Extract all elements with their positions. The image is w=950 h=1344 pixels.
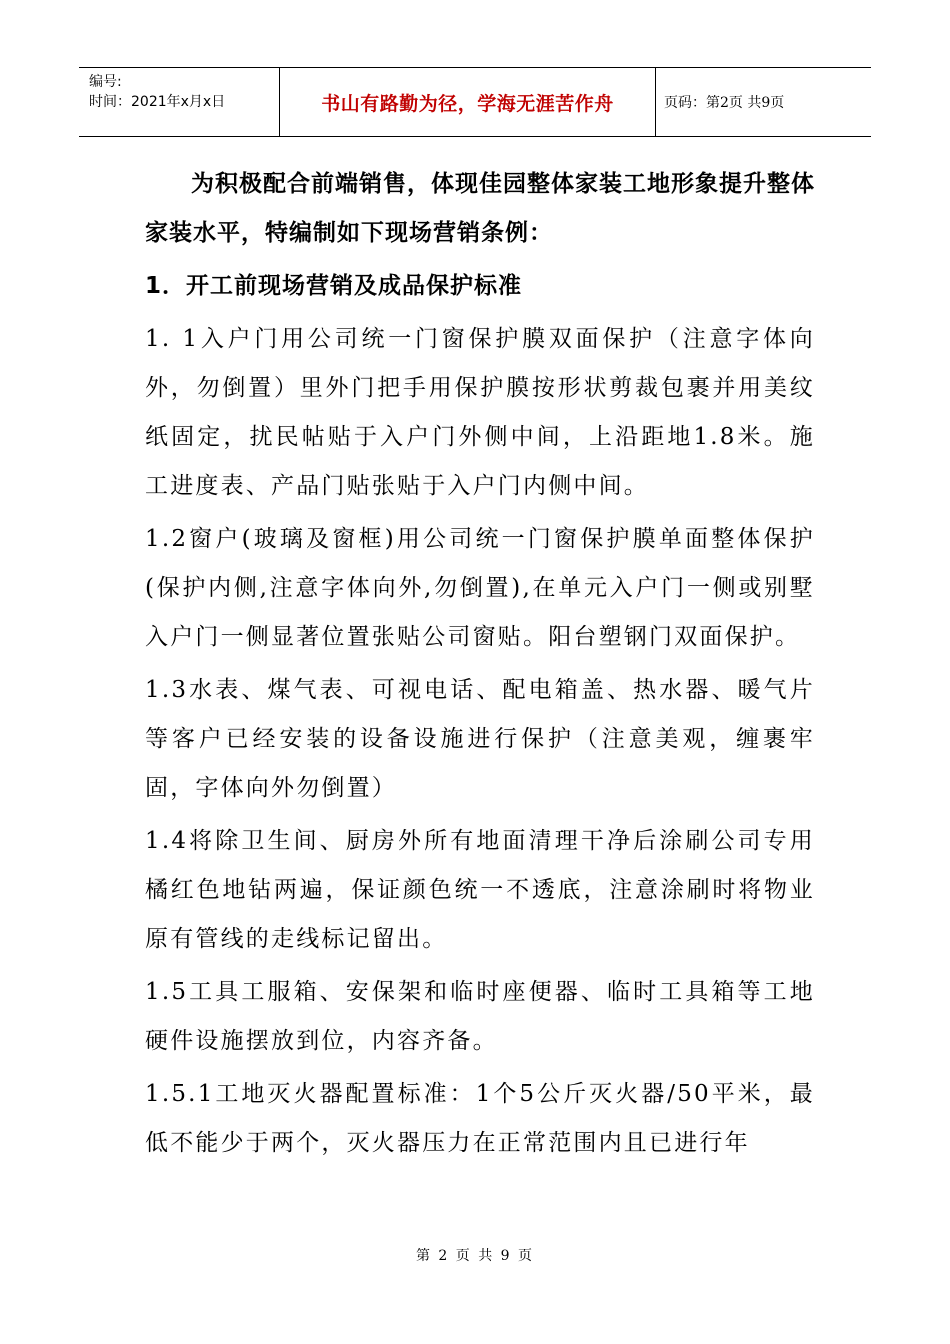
paragraph-1-5-1: 1.5.1工地灭火器配置标准：1个5公斤灭火器/50平米，最低不能少于两个，灭火器压力在正常范围内且已进行年 — [145, 1081, 815, 1156]
paragraph-1-3: 1.3水表、煤气表、可视电话、配电箱盖、热水器、暖气片等客户已经安装的设备设施进行保护（注意美观，缠裹牢固，字体向外勿倒置） — [145, 677, 815, 801]
section-heading: 1．开工前现场营销及成品保护标准 — [145, 273, 523, 299]
document-number-label: 编号: — [89, 74, 122, 90]
page-footer: 第 2 页 共 9 页 — [415, 1248, 535, 1264]
paragraph-1-4: 1.4将除卫生间、厨房外所有地面清理干净后涂刷公司专用橘红色地钻两遍，保证颜色统一不透底，注意涂刷时将物业原有管线的走线标记留出。 — [145, 828, 815, 952]
intro-paragraph: 为积极配合前端销售，体现佳园整体家装工地形象提升整体家装水平，特编制如下现场营销条例： — [145, 171, 815, 246]
document-time: 时间：2021年x月x日 — [89, 94, 226, 110]
header-page-info: 页码：第2页 共9页 — [664, 95, 785, 111]
header-motto: 书山有路勤为径，学海无涯苦作舟 — [280, 68, 656, 136]
document-body — [145, 160, 815, 1172]
paragraph-1-5: 1.5工具工服箱、安保架和临时座便器、临时工具箱等工地硬件设施摆放到位，内容齐备。 — [145, 979, 815, 1054]
paragraph-1-1: 1. 1入户门用公司统一门窗保护膜双面保护（注意字体向外，勿倒置）里外门把手用保护膜按形状剪裁包裹并用美纹纸固定，扰民帖贴于入户门外侧中间，上沿距地1.8米。施工进度表、产品门贴张贴于入户门内侧中间。 — [145, 326, 815, 499]
header-meta — [79, 68, 280, 136]
page-header — [79, 67, 871, 137]
paragraph-1-2: 1.2窗户(玻璃及窗框)用公司统一门窗保护膜单面整体保护(保护内侧,注意字体向外,勿倒置),在单元入户门一侧或别墅入户门一侧显著位置张贴公司窗贴。阳台塑钢门双面保护。 — [145, 526, 815, 650]
